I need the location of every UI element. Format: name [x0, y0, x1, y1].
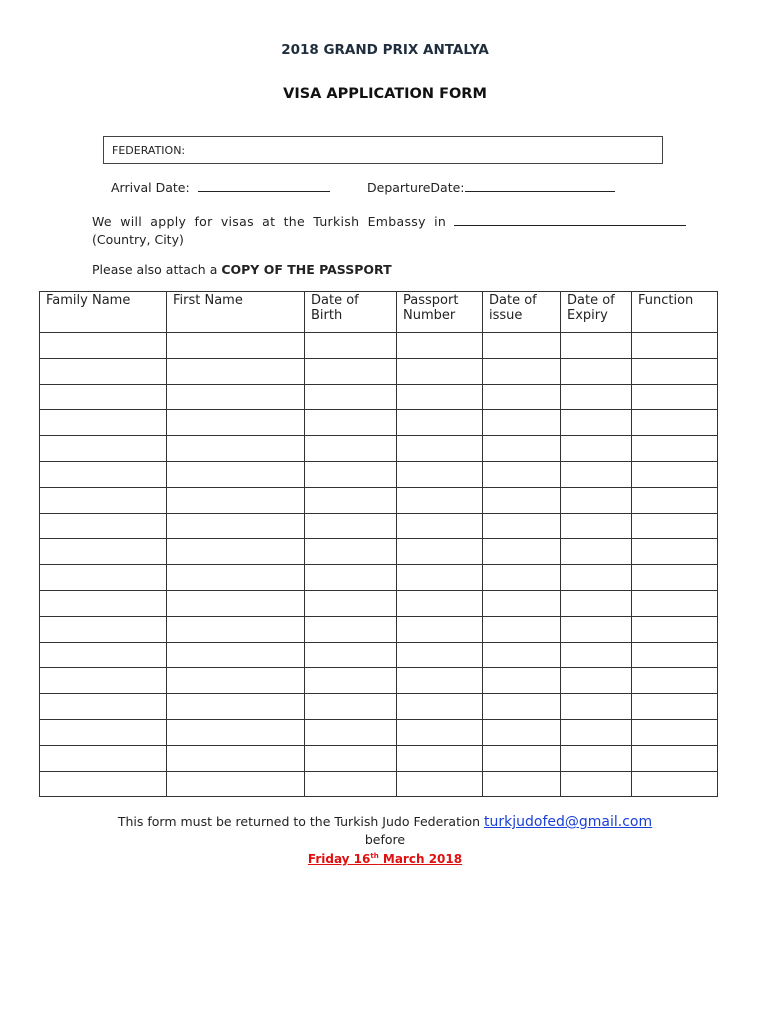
form-title: VISA APPLICATION FORM: [283, 86, 487, 102]
email-link[interactable]: turkjudofed@gmail.com: [484, 814, 653, 830]
table-cell[interactable]: [632, 668, 718, 694]
table-cell[interactable]: [167, 642, 305, 668]
attach-text: Please also attach a: [92, 262, 218, 277]
table-cell[interactable]: [305, 616, 397, 642]
col-passport-number: Passport Number: [397, 292, 483, 333]
table-cell[interactable]: [632, 565, 718, 591]
table-cell[interactable]: [632, 642, 718, 668]
table-cell[interactable]: [483, 616, 561, 642]
table-cell[interactable]: [305, 642, 397, 668]
table-cell[interactable]: [40, 487, 167, 513]
table-cell[interactable]: [167, 616, 305, 642]
table-cell[interactable]: [305, 436, 397, 462]
table-cell[interactable]: [167, 745, 305, 771]
deadline: [308, 852, 462, 866]
table-row: [40, 590, 718, 616]
table-cell[interactable]: [397, 358, 483, 384]
table-cell[interactable]: [561, 436, 632, 462]
table-cell[interactable]: [305, 668, 397, 694]
table-cell[interactable]: [397, 513, 483, 539]
col-function: Function: [632, 292, 718, 333]
table-cell[interactable]: [167, 565, 305, 591]
table-cell[interactable]: [305, 719, 397, 745]
table-row: [40, 539, 718, 565]
table-cell[interactable]: [483, 694, 561, 720]
table-cell[interactable]: [561, 719, 632, 745]
table-cell[interactable]: [40, 539, 167, 565]
table-cell[interactable]: [40, 513, 167, 539]
arrival-date-field[interactable]: [198, 191, 330, 192]
table-cell[interactable]: [632, 436, 718, 462]
table-cell[interactable]: [40, 745, 167, 771]
embassy-text: We will apply for visas at the Turkish Embassy in: [92, 214, 447, 229]
table-cell[interactable]: [632, 539, 718, 565]
table-cell[interactable]: [397, 642, 483, 668]
table-row: [40, 487, 718, 513]
table-cell[interactable]: [397, 333, 483, 359]
table-cell[interactable]: [40, 719, 167, 745]
table-cell[interactable]: [397, 771, 483, 797]
table-cell[interactable]: [483, 590, 561, 616]
table-cell[interactable]: [561, 694, 632, 720]
table-cell[interactable]: [561, 384, 632, 410]
table-cell[interactable]: [483, 436, 561, 462]
table-cell[interactable]: [632, 487, 718, 513]
col-first-name: First Name: [167, 292, 305, 333]
table-cell[interactable]: [305, 487, 397, 513]
arrival-date-row: [111, 180, 330, 195]
table-cell[interactable]: [483, 358, 561, 384]
table-cell[interactable]: [561, 668, 632, 694]
table-cell[interactable]: [167, 461, 305, 487]
table-row: [40, 410, 718, 436]
deadline-day: Friday 16: [307, 852, 371, 866]
table-cell[interactable]: [40, 410, 167, 436]
table-cell[interactable]: [483, 333, 561, 359]
table-cell[interactable]: [397, 461, 483, 487]
table-cell[interactable]: [167, 487, 305, 513]
table-cell[interactable]: [397, 539, 483, 565]
table-cell[interactable]: [167, 539, 305, 565]
table-row: [40, 461, 718, 487]
table-cell[interactable]: [632, 461, 718, 487]
table-cell[interactable]: [167, 668, 305, 694]
table-cell[interactable]: [632, 410, 718, 436]
table-cell[interactable]: [305, 333, 397, 359]
federation-label: FEDERATION:: [112, 144, 186, 157]
embassy-field[interactable]: [454, 225, 686, 226]
table-cell[interactable]: [561, 745, 632, 771]
table-cell[interactable]: [40, 668, 167, 694]
table-cell[interactable]: [397, 487, 483, 513]
embassy-hint: (Country, City): [92, 232, 184, 247]
table-cell[interactable]: [483, 745, 561, 771]
table-row: [40, 513, 718, 539]
footer-text: This form must be returned to the Turkish Judo Federation: [117, 814, 481, 829]
col-family-name: Family Name: [40, 292, 167, 333]
table-cell[interactable]: [40, 436, 167, 462]
table-cell[interactable]: [305, 410, 397, 436]
applicants-table: [39, 291, 718, 797]
table-cell[interactable]: [167, 333, 305, 359]
col-date-of-issue: Date of issue: [483, 292, 561, 333]
table-cell[interactable]: [40, 694, 167, 720]
footer-before: before: [364, 832, 406, 847]
table-cell[interactable]: [305, 771, 397, 797]
table-cell[interactable]: [561, 565, 632, 591]
table-row: [40, 333, 718, 359]
table-cell[interactable]: [305, 565, 397, 591]
table-cell[interactable]: [397, 565, 483, 591]
table-cell[interactable]: [561, 513, 632, 539]
table-cell[interactable]: [40, 590, 167, 616]
table-cell[interactable]: [561, 539, 632, 565]
table-cell[interactable]: [167, 590, 305, 616]
table-cell[interactable]: [397, 668, 483, 694]
departure-date-field[interactable]: [465, 191, 615, 192]
table-cell[interactable]: [305, 461, 397, 487]
table-row: [40, 745, 718, 771]
table-cell[interactable]: [40, 333, 167, 359]
table-cell[interactable]: [167, 513, 305, 539]
table-cell[interactable]: [561, 461, 632, 487]
table-cell[interactable]: [483, 410, 561, 436]
table-row: [40, 694, 718, 720]
col-date-of-birth: Date of Birth: [305, 292, 397, 333]
table-cell[interactable]: [483, 384, 561, 410]
table-row: [40, 668, 718, 694]
table-cell[interactable]: [167, 436, 305, 462]
table-cell[interactable]: [561, 590, 632, 616]
departure-date-row: [367, 180, 615, 195]
table-cell[interactable]: [397, 694, 483, 720]
table-cell[interactable]: [305, 745, 397, 771]
table-row: [40, 358, 718, 384]
table-cell[interactable]: [167, 384, 305, 410]
table-cell[interactable]: [561, 487, 632, 513]
table-cell[interactable]: [483, 642, 561, 668]
table-cell[interactable]: [40, 642, 167, 668]
attach-bold: COPY OF THE PASSPORT: [221, 262, 392, 277]
table-row: [40, 719, 718, 745]
deadline-sup: th: [370, 852, 379, 860]
table-cell[interactable]: [397, 384, 483, 410]
table-cell[interactable]: [305, 384, 397, 410]
table-cell[interactable]: [632, 719, 718, 745]
table-cell[interactable]: [483, 668, 561, 694]
table-header-row: [40, 292, 718, 333]
table-cell[interactable]: [632, 333, 718, 359]
attach-note: [92, 262, 392, 277]
federation-field[interactable]: [103, 136, 663, 164]
table-row: [40, 384, 718, 410]
table-row: [40, 436, 718, 462]
table-cell[interactable]: [483, 487, 561, 513]
table-cell[interactable]: [167, 358, 305, 384]
table-cell[interactable]: [167, 771, 305, 797]
table-cell[interactable]: [561, 616, 632, 642]
table-cell[interactable]: [305, 539, 397, 565]
table-cell[interactable]: [561, 358, 632, 384]
table-cell[interactable]: [632, 384, 718, 410]
table-cell[interactable]: [632, 694, 718, 720]
table-cell[interactable]: [40, 616, 167, 642]
table-cell[interactable]: [483, 719, 561, 745]
event-title: 2018 GRAND PRIX ANTALYA: [281, 42, 489, 58]
table-row: [40, 642, 718, 668]
embassy-row: [92, 213, 686, 249]
table-cell[interactable]: [632, 745, 718, 771]
table-cell[interactable]: [632, 616, 718, 642]
table-row: [40, 565, 718, 591]
table-cell[interactable]: [40, 461, 167, 487]
table-cell[interactable]: [167, 410, 305, 436]
table-cell[interactable]: [40, 771, 167, 797]
table-cell[interactable]: [483, 461, 561, 487]
table-cell[interactable]: [483, 565, 561, 591]
table-row: [40, 771, 718, 797]
table-cell[interactable]: [397, 436, 483, 462]
table-cell[interactable]: [397, 719, 483, 745]
table-cell[interactable]: [561, 771, 632, 797]
table-cell[interactable]: [305, 513, 397, 539]
table-cell[interactable]: [167, 694, 305, 720]
table-cell[interactable]: [483, 513, 561, 539]
table-cell[interactable]: [632, 771, 718, 797]
table-cell[interactable]: [632, 513, 718, 539]
table-cell[interactable]: [305, 358, 397, 384]
table-cell[interactable]: [40, 358, 167, 384]
table-cell[interactable]: [561, 333, 632, 359]
departure-label: DepartureDate:: [367, 180, 465, 195]
col-date-of-expiry: Date of Expiry: [561, 292, 632, 333]
table-cell[interactable]: [632, 590, 718, 616]
table-cell[interactable]: [305, 590, 397, 616]
table-cell[interactable]: [40, 384, 167, 410]
deadline-rest: March 2018: [378, 852, 463, 866]
table-cell[interactable]: [561, 410, 632, 436]
table-cell[interactable]: [397, 410, 483, 436]
footer: [0, 813, 770, 868]
table-cell[interactable]: [483, 539, 561, 565]
table-cell[interactable]: [561, 642, 632, 668]
table-cell[interactable]: [397, 745, 483, 771]
table-cell[interactable]: [397, 590, 483, 616]
table-row: [40, 616, 718, 642]
table-cell[interactable]: [40, 565, 167, 591]
table-cell[interactable]: [483, 771, 561, 797]
arrival-label: Arrival Date:: [111, 180, 190, 195]
table-cell[interactable]: [397, 616, 483, 642]
table-cell[interactable]: [305, 694, 397, 720]
table-cell[interactable]: [632, 358, 718, 384]
table-cell[interactable]: [167, 719, 305, 745]
